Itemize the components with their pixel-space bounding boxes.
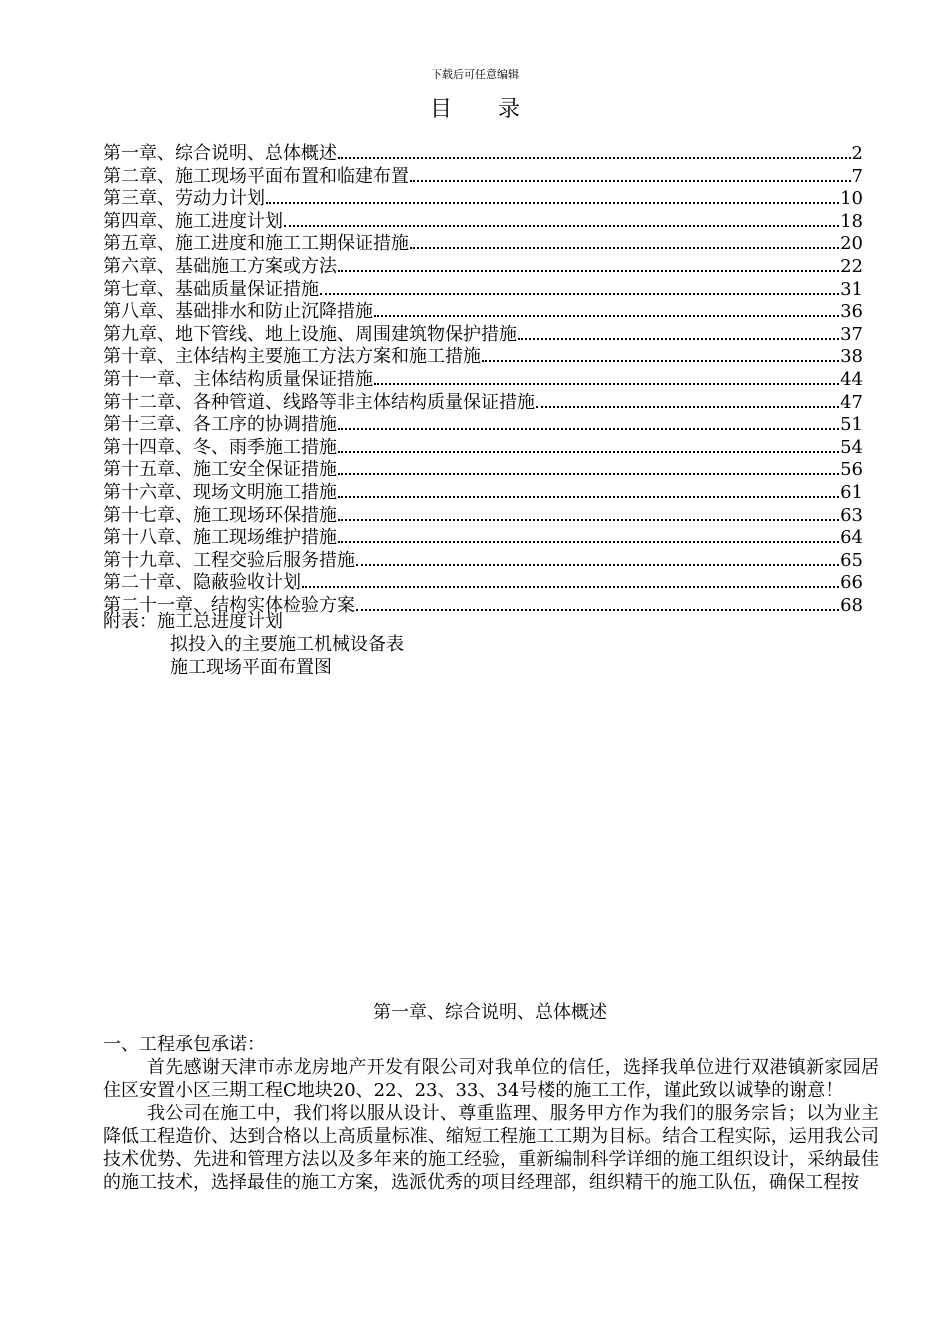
toc-entry-page: 44 [840,368,863,390]
toc-entry[interactable] [103,211,863,234]
toc-entry-title: 第十一章、主体结构质量保证措施 [103,368,373,390]
toc-entry[interactable] [103,166,863,189]
toc-entry[interactable] [103,459,863,482]
toc-entry[interactable] [103,324,863,347]
appendix-item: 施工现场平面布置图 [170,657,332,678]
toc-entry[interactable] [103,301,863,324]
toc-entry-page: 54 [840,436,863,458]
toc-entry-page: 47 [840,391,863,413]
toc-entry-page: 37 [840,323,863,345]
appendix [103,610,404,679]
toc-entry-page: 63 [840,504,863,526]
toc-entry-title: 第一章、综合说明、总体概述 [103,143,337,164]
toc-entry-title: 第三章、劳动力计划 [103,188,265,210]
toc-entry-page: 64 [840,527,863,549]
toc-entry-page: 31 [840,278,863,300]
toc-leader-dots [482,359,839,362]
appendix-label: 附表：施工总进度计划 [103,611,283,632]
toc-leader-dots [302,585,839,588]
toc-entry[interactable] [103,143,863,166]
toc-entry-page: 22 [840,255,863,277]
header-note: 下载后可任意编辑 [431,68,519,81]
toc-leader-dots [374,314,839,317]
toc-entry[interactable] [103,233,863,256]
toc-entry[interactable] [103,279,863,302]
toc-entry[interactable] [103,392,863,415]
chapter-body [103,1033,879,1194]
toc-entry[interactable] [103,505,863,528]
toc-entry-title: 第二十章、隐蔽验收计划 [103,572,301,594]
section-heading: 一、工程承包承诺： [103,1034,265,1055]
toc-entry[interactable] [103,188,863,211]
toc-entry[interactable] [103,482,863,505]
toc-leader-dots [338,450,839,453]
toc-entry[interactable] [103,527,863,550]
toc-title [0,92,950,123]
toc-entry-page: 36 [840,301,863,323]
toc-entry-page: 38 [840,346,863,368]
toc-entry-title: 第二十一章、结构实体检验方案 [103,594,355,616]
body-paragraph: 我公司在施工中，我们将以服从设计、尊重监理、服务甲方作为我们的服务宗旨；以为业主降低工程造价、达到合格以上高质量标准、缩短工程施工工期为目标。结合工程实际，运用我公司技术优势、先进和管理方法以及多年来的施工经验，重新编制科学详细的施工组织设计，采纳最佳的施工技术，选择最佳的施工方案，选派优秀的项目经理部，组织精干的施工队伍，确保工程按 [103,1103,879,1193]
table-of-contents [103,143,863,617]
toc-entry-page: 65 [840,549,863,571]
toc-entry[interactable] [103,414,863,437]
toc-entry[interactable] [103,256,863,279]
body-paragraph: 首先感谢天津市赤龙房地产开发有限公司对我单位的信任，选择我单位进行双港镇新家园居住区安置小区三期工程C地块20、22、23、33、34号楼的施工工作，谨此致以诚挚的谢意！ [103,1057,879,1101]
toc-entry-title: 第七章、基础质量保证措施 [103,278,319,300]
toc-leader-dots [536,405,839,408]
toc-leader-dots [338,427,839,430]
toc-leader-dots [320,292,839,295]
toc-entry-page: 66 [840,572,863,594]
toc-leader-dots [338,156,851,159]
toc-entry[interactable] [103,346,863,369]
toc-entry-title: 第十七章、施工现场环保措施 [103,504,337,526]
toc-entry-title: 第二章、施工现场平面布置和临建布置 [103,165,409,187]
toc-entry-title: 第十八章、施工现场维护措施 [103,527,337,549]
toc-leader-dots [410,179,851,182]
toc-leader-dots [338,495,839,498]
toc-entry-title: 第十九章、工程交验后服务措施 [103,549,355,571]
toc-entry-title: 第六章、基础施工方案或方法 [103,255,337,277]
toc-entry-title: 第九章、地下管线、地上设施、周围建筑物保护措施 [103,323,517,345]
toc-entry-page: 61 [840,481,863,503]
toc-entry-title: 第十章、主体结构主要施工方法方案和施工措施 [103,346,481,368]
toc-entry-title: 第十六章、现场文明施工措施 [103,481,337,503]
toc-entry-title: 第四章、施工进度计划 [103,210,283,232]
toc-leader-dots [266,201,839,204]
toc-title-char-1: 目 [429,97,452,122]
appendix-item: 拟投入的主要施工机械设备表 [170,634,404,655]
toc-leader-dots [338,269,839,272]
toc-entry[interactable] [103,550,863,573]
toc-leader-dots [410,246,839,249]
toc-entry-page: 51 [840,414,863,436]
toc-entry-page: 2 [851,143,863,164]
toc-entry-title: 第十五章、施工安全保证措施 [103,459,337,481]
toc-entry-page: 20 [840,233,863,255]
toc-entry-title: 第十二章、各种管道、线路等非主体结构质量保证措施 [103,391,535,413]
toc-entry[interactable] [103,369,863,392]
toc-entry-title: 第十四章、冬、雨季施工措施 [103,436,337,458]
toc-leader-dots [356,563,839,566]
toc-leader-dots [356,608,839,611]
toc-leader-dots [338,518,839,521]
toc-entry-title: 第八章、基础排水和防止沉降措施 [103,301,373,323]
toc-leader-dots [338,540,839,543]
toc-entry[interactable] [103,437,863,460]
toc-title-char-2: 录 [498,97,521,122]
toc-leader-dots [284,224,839,227]
toc-entry-page: 68 [840,594,863,616]
toc-entry-title: 第十三章、各工序的协调措施 [103,414,337,436]
toc-entry[interactable] [103,572,863,595]
toc-entry-title: 第五章、施工进度和施工工期保证措施 [103,233,409,255]
toc-leader-dots [374,382,839,385]
chapter-title: 第一章、综合说明、总体概述 [373,1002,607,1023]
toc-leader-dots [518,337,839,340]
toc-entry-page: 10 [840,188,863,210]
toc-entry-page: 56 [840,459,863,481]
toc-entry-page: 7 [851,165,863,187]
toc-leader-dots [338,472,839,475]
toc-entry-page: 18 [840,210,863,232]
